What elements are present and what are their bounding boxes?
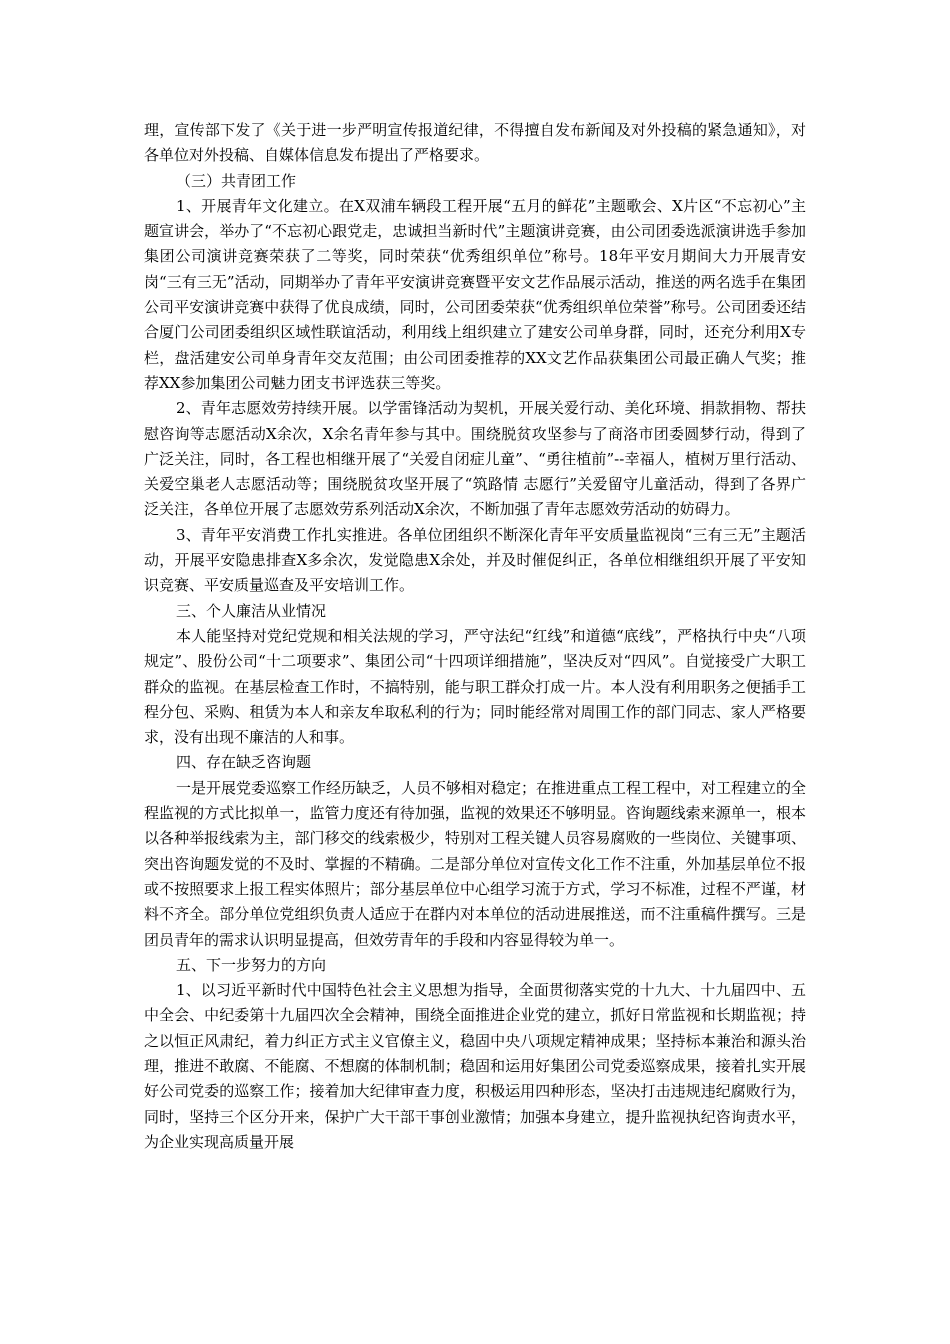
paragraph-safety-work: 3、青年平安消费工作扎实推进。各单位团组织不断深化青年平安质量监视岗“三有三无”主题活动，开展平安隐患排查X多余次，发觉隐患X余处，并及时催促纠正，各单位相继组织开展了平安知识竞赛、平安质量巡查及平安培训工作。: [144, 525, 806, 595]
paragraph-problems: 一是开展党委巡察工作经历缺乏，人员不够相对稳定；在推进重点工程工程中，对工程建立的全程监视的方式比拟单一，监管力度还有待加强，监视的效果还不够明显。咨询题线索来源单一，根本以各种举报线索为主，部门移交的线索极少，特别对工程关键人员容易腐败的一些岗位、关键事项、突出咨询题发觉的不及时、掌握的不精确。二是部分单位对宣传文化工作不注重，外加基层单位不报或不按照要求上报工程实体照片；部分基层单位中心组学习流于方式，学习不标准，过程不严谨，材料不齐全。部分单位党组织负责人适应于在群内对本单位的活动进展推送，而不注重稿件撰写。三是团员青年的需求认识明显提高，但效劳青年的手段和内容显得较为单一。: [144, 778, 807, 949]
document-page: [144, 118, 806, 1155]
paragraph-integrity-statement: 本人能坚持对党纪党规和相关法规的学习，严守法纪“红线”和道德“底线”，严格执行中央“八项规定”、股份公司“十二项要求”、集团公司“十四项详细措施”，坚决反对“四风”。自觉接受广大职工群众的监视。在基层检查工作时，不搞特别，能与职工群众打成一片。本人没有利用职务之便插手工程分包、采购、租赁为本人和亲友牟取私利的行为；同时能经常对周围工作的部门同志、家人严格要求，没有出现不廉洁的人和事。: [144, 626, 806, 747]
heading-existing-problems: 四、存在缺乏咨询题: [176, 753, 312, 772]
paragraph-youth-culture: 1、开展青年文化建立。在X双浦车辆段工程开展“五月的鲜花”主题歌会、X片区“不忘初心”主题宣讲会，举办了“不忘初心跟党走，忠诚担当新时代”主题演讲竞赛，由公司团委选派演讲选手参加集团公司演讲竞赛荣获了二等奖，同时荣获“优秀组织单位”称号。18年平安月期间大力开展青安岗“三有三无”活动，同期举办了青年平安演讲竞赛暨平安文艺作品展示活动，推送的两名选手在集团公司平安演讲竞赛中获得了优良成绩，同时，公司团委荣获“优秀组织单位荣誉”称号。公司团委还结合厦门公司团委组织区域性联谊活动，利用线上组织建立了建安公司单身群，同时，还充分利用X专栏，盘活建安公司单身青年交友范围；由公司团委推荐的XX文艺作品获集团公司最正确人气奖；推荐XX参加集团公司魅力团支书评选获三等奖。: [144, 196, 806, 392]
heading-next-steps: 五、下一步努力的方向: [176, 955, 327, 974]
heading-personal-integrity: 三、个人廉洁从业情况: [176, 601, 327, 620]
heading-youth-league-work: （三）共青团工作: [176, 171, 297, 190]
paragraph-next-steps: 1、以习近平新时代中国特色社会主义思想为指导，全面贯彻落实党的十九大、十九届四中、五中全会、中纪委第十九届四次全会精神，围绕全面推进企业党的建立，抓好日常监视和长期监视；持之以恒正风肃纪，着力纠正方式主义官僚主义，稳固中央八项规定精神成果；坚持标本兼治和源头治理，推进不敢腐、不能腐、不想腐的体制机制；稳固和运用好集团公司党委巡察成果，接着扎实开展好公司党委的巡察工作；接着加大纪律审查力度，积极运用四种形态，坚决打击违规违纪腐败行为，同时，坚持三个区分开来，保护广大干部干事创业激情；加强本身建立，提升监视执纪咨询责水平，为企业实现高质量开展: [144, 981, 806, 1151]
paragraph-volunteer-service: 2、青年志愿效劳持续开展。以学雷锋活动为契机，开展关爱行动、美化环境、捐款捐物、帮扶慰咨询等志愿活动X余次，X余名青年参与其中。围绕脱贫攻坚参与了商洛市团委圆梦行动，得到了广泛关注，同时，各工程也相继开展了“关爱自闭症儿童”、“勇往植前”--幸福人，植树万里行活动、关爱空巢老人志愿活动等；围绕脱贫攻坚开展了“筑路情 志愿行”关爱留守儿童活动，得到了各界广泛关注，各单位开展了志愿效劳系列活动X余次，不断加强了青年志愿效劳活动的妨碍力。: [144, 399, 806, 519]
paragraph-continued: 理，宣传部下发了《关于进一步严明宣传报道纪律，不得擅自发布新闻及对外投稿的紧急通知》，对各单位对外投稿、自媒体信息发布提出了严格要求。: [144, 121, 806, 165]
